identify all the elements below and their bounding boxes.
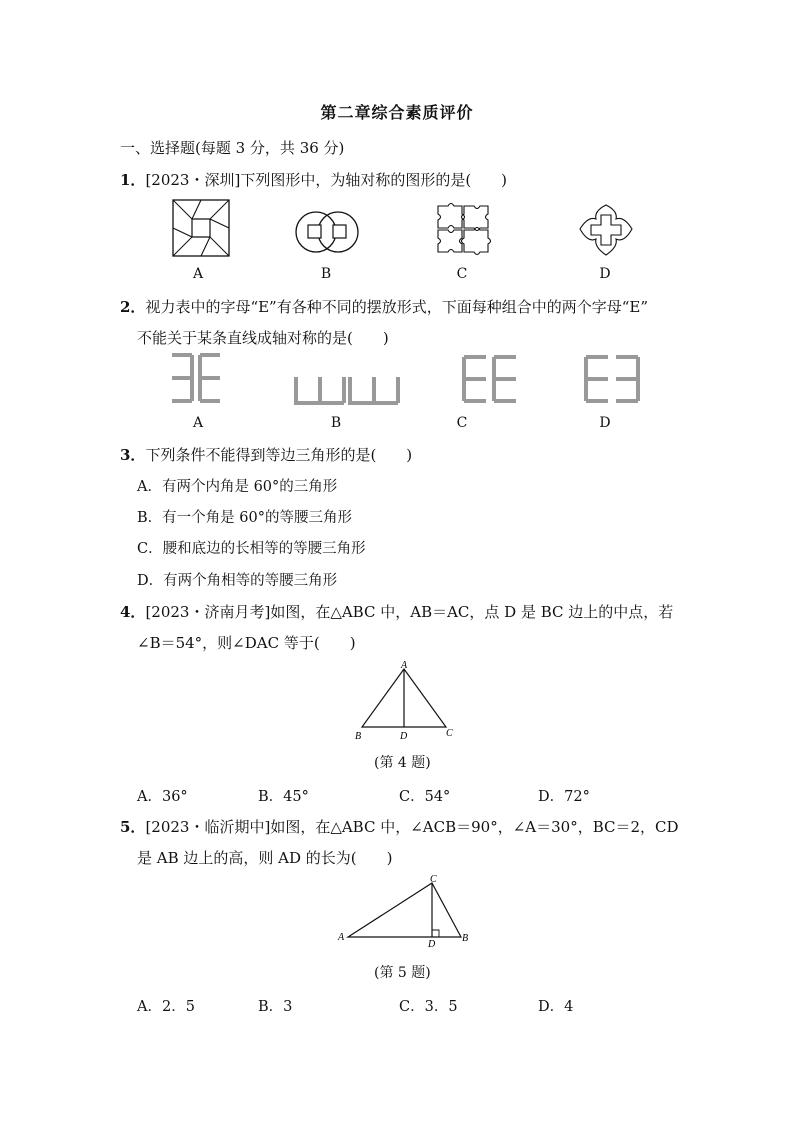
- question-number: 2．: [120, 298, 146, 316]
- choice-d: D．有两个角相等的等腰三角形: [137, 573, 338, 589]
- figure-2b-e-pair: [294, 375, 400, 405]
- figure-1c-puzzle: [434, 202, 492, 256]
- question-text: 下列条件不能得到等边三角形的是( ): [145, 446, 413, 464]
- point-label-a: A: [401, 660, 408, 671]
- question-4-line2: ∠B＝54°，则∠DAC 等于( ): [137, 634, 356, 652]
- figure-1a-pinwheel-square: [172, 199, 230, 257]
- figure-4-triangle: [352, 660, 462, 742]
- question-text: [2023・济南月考]如图，在△ABC 中，AB＝AC，点 D 是 BC 边上的中点，若: [145, 603, 674, 621]
- figure-1b-coin-circles: [294, 209, 360, 255]
- point-label-c: C: [446, 728, 453, 739]
- question-text: [2023・临沂期中]如图，在△ABC 中，∠ACB＝90°，∠A＝30°，BC＝2，CD: [145, 818, 679, 836]
- figure-label: A: [192, 415, 204, 431]
- choice-c: C．3．5: [399, 999, 458, 1015]
- choice-c: C．54°: [399, 789, 451, 805]
- point-label-b: B: [462, 933, 469, 944]
- choice-c: C．腰和底边的长相等的等腰三角形: [137, 541, 366, 557]
- choice-d: D．72°: [538, 789, 590, 805]
- question-number: 4．: [120, 603, 146, 621]
- figure-label: D: [599, 415, 611, 431]
- question-2: [120, 296, 648, 317]
- figure-label: B: [320, 266, 332, 282]
- choice-b: B．45°: [258, 789, 309, 805]
- point-label-c: C: [430, 874, 437, 885]
- figure-label: D: [599, 266, 611, 282]
- triangle-abc: [348, 883, 461, 937]
- figure-label: C: [456, 266, 468, 282]
- choice-b: B．有一个角是 60°的等腰三角形: [137, 510, 352, 526]
- figure-label: A: [192, 266, 204, 282]
- section-heading: 一、选择题(每题 3 分，共 36 分): [120, 139, 345, 157]
- figure-5-right-triangle: [334, 872, 474, 950]
- point-label-d: D: [400, 731, 408, 742]
- figure-2a-e-pair: [170, 353, 222, 403]
- figure-label: B: [330, 415, 342, 431]
- choice-b: B．3: [258, 999, 293, 1015]
- choice-a: A．2．5: [137, 999, 195, 1015]
- question-5-line2: 是 AB 边上的高，则 AD 的长为( ): [137, 849, 393, 867]
- figure-caption: (第 4 题): [374, 755, 431, 771]
- figure-2d-e-pair: [584, 355, 640, 403]
- question-text: [2023・深圳]下列图形中，为轴对称的图形的是( ): [145, 171, 508, 189]
- figure-1d-ornate-cross: [575, 203, 637, 257]
- figure-2c-e-pair: [462, 355, 518, 403]
- figure-caption: (第 5 题): [374, 965, 431, 981]
- question-2-line2: 不能关于某条直线成轴对称的是( ): [137, 329, 389, 347]
- choice-a: A．36°: [137, 789, 188, 805]
- point-label-a: A: [338, 932, 345, 943]
- question-number: 3．: [120, 446, 146, 464]
- question-number: 5．: [120, 818, 146, 836]
- choice-a: A．有两个内角是 60°的三角形: [137, 479, 338, 495]
- choice-d: D．4: [538, 999, 574, 1015]
- question-text: 视力表中的字母“E”有各种不同的摆放形式，下面每种组合中的两个字母“E”: [145, 298, 649, 316]
- right-angle-mark: [432, 930, 439, 937]
- point-label-d: D: [428, 939, 436, 950]
- page-title: 第二章综合素质评价: [320, 103, 474, 122]
- question-3: [120, 444, 412, 465]
- question-number: 1．: [120, 171, 146, 189]
- question-1: [120, 169, 507, 190]
- question-4: [120, 601, 673, 622]
- question-5: [120, 816, 679, 837]
- point-label-b: B: [355, 731, 362, 742]
- figure-label: C: [456, 415, 468, 431]
